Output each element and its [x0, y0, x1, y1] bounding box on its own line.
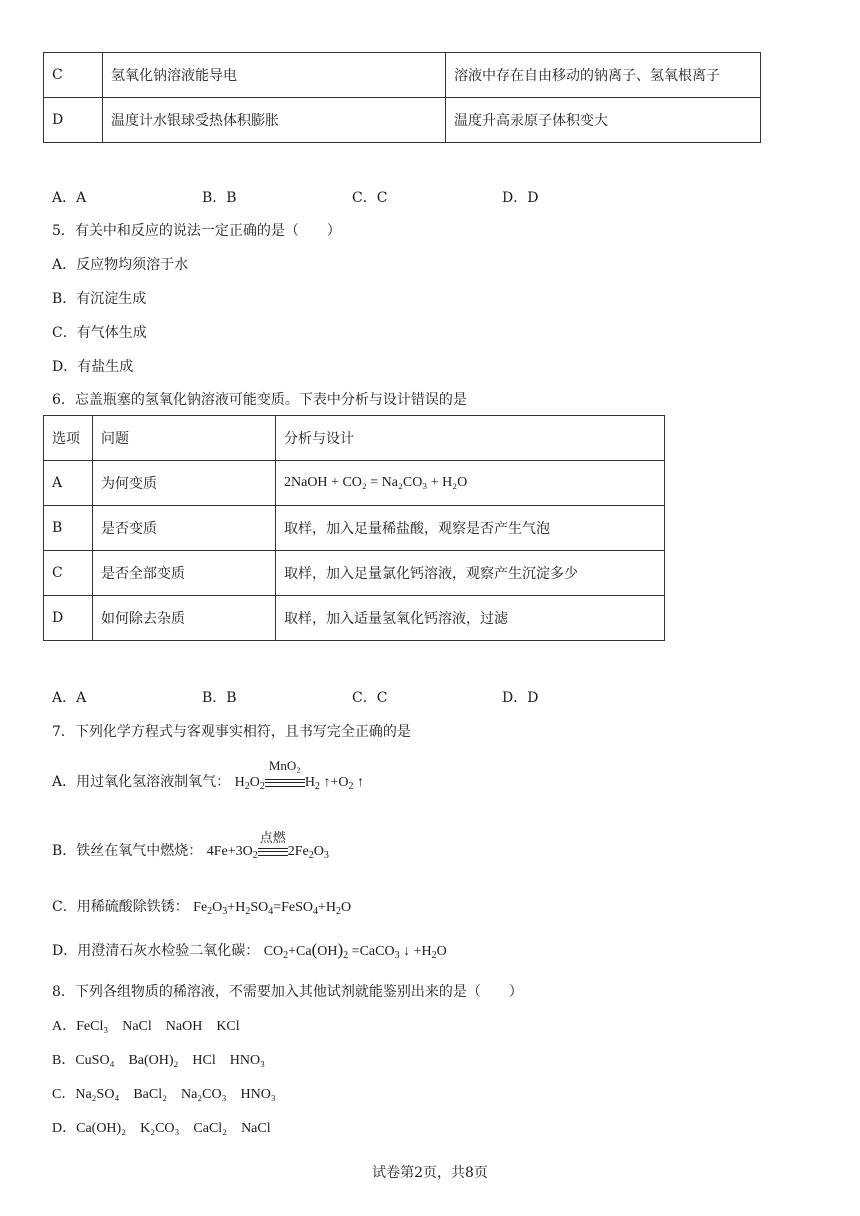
q8-option-d: D．Ca(OH)₂ K₂CO₃ CaCl₂ NaCl — [52, 1121, 271, 1136]
table-row — [44, 506, 665, 551]
table-row — [44, 98, 761, 143]
q7-stem: 7．下列化学方程式与客观事实相符，且书写完全正确的是 — [52, 724, 411, 740]
explain-cell: 温度升高汞原子体积变大 — [446, 98, 761, 143]
option-label: B．铁丝在氧气中燃烧： — [52, 843, 203, 859]
fact-cell: 温度计水银球受热体积膨胀 — [103, 98, 446, 143]
q7-option-b — [52, 830, 329, 861]
option-cell: B — [44, 506, 93, 551]
table-header-row — [44, 416, 665, 461]
option-cell: C — [44, 53, 103, 98]
q8-option-a: A．FeCl₃ NaCl NaOH KCl — [52, 1019, 240, 1034]
option-cell: D — [44, 98, 103, 143]
q6-stem: 6．忘盖瓶塞的氢氧化钠溶液可能变质。下表中分析与设计错误的是 — [52, 392, 467, 408]
q5-option-d: D．有盐生成 — [52, 359, 134, 375]
option-label: C．用稀硫酸除铁锈： — [52, 899, 189, 915]
fact-cell: 氢氧化钠溶液能导电 — [103, 53, 446, 98]
q7-option-d — [52, 940, 447, 961]
reaction-condition: 点燃 — [259, 830, 286, 845]
header-option: 选项 — [44, 416, 93, 461]
q5-option-c: C．有气体生成 — [52, 325, 147, 341]
q7-option-c — [52, 896, 351, 917]
option-cell: C — [44, 551, 93, 596]
issue-cell: 是否全部变质 — [93, 551, 276, 596]
option-d: D．D — [502, 190, 539, 206]
header-design: 分析与设计 — [276, 416, 665, 461]
option-cell: D — [44, 596, 93, 641]
q5-option-b: B．有沉淀生成 — [52, 291, 147, 307]
design-cell: 取样，加入足量氯化钙溶液，观察产生沉淀多少 — [276, 551, 665, 596]
option-label: D．用澄清石灰水检验二氧化碳： — [52, 943, 260, 959]
equation: $H_2O_2$ MnO₂ $H_2$ $↑+O_2$ ↑ — [234, 758, 364, 792]
q8-stem: 8．下列各组物质的稀溶液，不需要加入其他试剂就能鉴别出来的是（ ） — [52, 984, 523, 1000]
option-label: A．用过氧化氢溶液制氧气： — [52, 774, 231, 790]
option-d: D．D — [502, 690, 539, 706]
design-cell: 取样，加入适量氢氧化钙溶液，过滤 — [276, 596, 665, 641]
q8-option-c: C．Na₂SO₄ BaCl₂ Na₂CO₃ HNO₃ — [52, 1087, 276, 1102]
q8-option-b: B．CuSO₄ Ba(OH)₂ HCl HNO₃ — [52, 1053, 265, 1068]
option-cell: A — [44, 461, 93, 506]
design-cell: 2NaOH + CO₂ = Na₂CO₃ + H₂O — [276, 461, 665, 506]
table-row — [44, 551, 665, 596]
issue-cell: 如何除去杂质 — [93, 596, 276, 641]
issue-cell: 是否变质 — [93, 506, 276, 551]
table-row — [44, 53, 761, 98]
option-b: B．B — [202, 690, 237, 706]
option-b: B．B — [202, 190, 237, 206]
page-footer: 试卷第2页，共8页 — [372, 1165, 488, 1181]
q7-option-a — [52, 758, 364, 792]
option-c: C．C — [352, 190, 388, 206]
issue-cell: 为何变质 — [93, 461, 276, 506]
option-a: A．A — [52, 690, 87, 706]
option-a: A．A — [52, 190, 87, 206]
table-row — [44, 596, 665, 641]
q5-stem: 5．有关中和反应的说法一定正确的是（ ） — [52, 223, 341, 239]
q5-option-a: A．反应物均须溶于水 — [52, 257, 189, 273]
header-issue: 问题 — [93, 416, 276, 461]
explain-cell: 溶液中存在自由移动的钠离子、氢氧根离子 — [446, 53, 761, 98]
equation: $CO_2+Ca(OH)_2$ =CaCO$_3$ ↓ $+H_2O$ — [263, 940, 447, 961]
table-row — [44, 461, 665, 506]
q4-table — [43, 52, 761, 143]
q6-table — [43, 415, 665, 641]
equation: $Fe_2O_3+H_2SO_4=FeSO_4+H_2O$ — [193, 900, 352, 917]
equation: $4Fe+3O_2$ 点燃 $2Fe_2O_3$ — [207, 844, 329, 859]
design-cell: 取样，加入足量稀盐酸，观察是否产生气泡 — [276, 506, 665, 551]
option-c: C．C — [352, 690, 388, 706]
reaction-condition: MnO₂ — [268, 758, 301, 773]
